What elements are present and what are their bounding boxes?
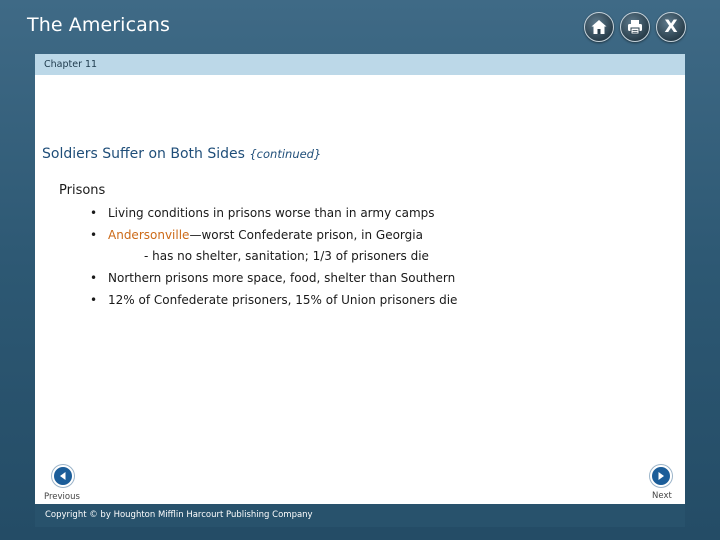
bullet-text: Northern prisons more space, food, shelter than Southern	[108, 271, 456, 285]
home-button[interactable]	[584, 12, 614, 42]
sub-point: - has no shelter, sanitation; 1/3 of prisoners die	[144, 249, 429, 263]
previous-button[interactable]	[52, 465, 74, 487]
bullet-text: Living conditions in prisons worse than in army camps	[108, 206, 435, 220]
slide-title	[42, 146, 321, 162]
bullet-item: • Andersonville—worst Confederate prison, in Georgia	[90, 228, 423, 242]
slide-title-suffix: {continued}	[249, 147, 322, 161]
app-title: The Americans	[27, 14, 170, 36]
highlight-term: Andersonville	[108, 228, 190, 242]
bullet-text: 12% of Confederate prisoners, 15% of Union prisoners die	[108, 293, 458, 307]
bullet-item: • Living conditions in prisons worse than in army camps	[90, 206, 435, 220]
close-button[interactable]	[656, 12, 686, 42]
previous-label[interactable]: Previous	[44, 492, 80, 502]
copyright-text: Copyright © by Houghton Mifflin Harcourt Publishing Company	[45, 510, 313, 520]
bullet-text: —worst Confederate prison, in Georgia	[189, 228, 423, 242]
arrow-left-icon	[58, 471, 68, 481]
next-button[interactable]	[650, 465, 672, 487]
bullet-item: • Northern prisons more space, food, shelter than Southern	[90, 271, 456, 285]
slide-title-text: Soldiers Suffer on Both Sides	[42, 146, 245, 162]
home-icon	[590, 18, 608, 36]
print-button[interactable]	[620, 12, 650, 42]
close-icon: X	[664, 16, 678, 37]
section-title: Prisons	[59, 183, 106, 198]
chapter-bar	[35, 54, 685, 75]
printer-icon	[626, 18, 644, 36]
bullet-item: • 12% of Confederate prisoners, 15% of Union prisoners die	[90, 293, 458, 307]
arrow-right-icon	[656, 471, 666, 481]
chapter-label: Chapter 11	[44, 59, 98, 70]
next-label[interactable]: Next	[652, 491, 672, 501]
footer-bar	[35, 504, 685, 527]
